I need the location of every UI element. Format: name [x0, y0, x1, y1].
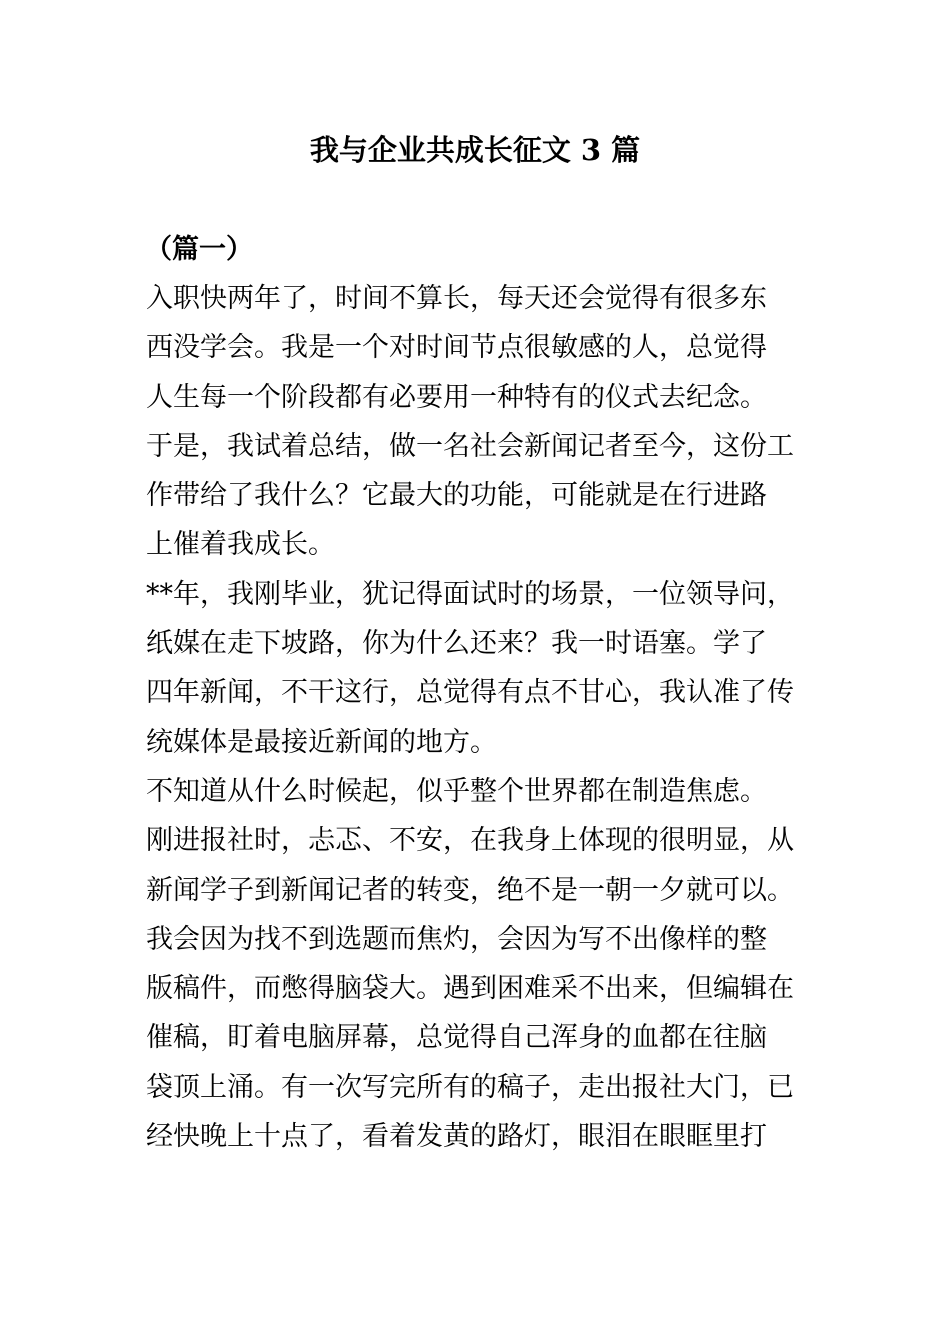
section-heading: （篇一）: [145, 234, 253, 265]
text-line: 上催着我成长。: [146, 529, 335, 561]
text-line: 新闻学子到新闻记者的转变，绝不是一朝一夕就可以。: [146, 874, 794, 906]
text-line: 我会因为找不到选题而焦灼，会因为写不出像样的整: [146, 923, 767, 955]
body-text: [146, 274, 826, 1161]
document-title: 我与企业共成长征文 3 篇: [309, 133, 641, 167]
text-line: **年，我刚毕业，犹记得面试时的场景，一位领导问，: [146, 578, 794, 610]
text-line: 于是，我试着总结，做一名社会新闻记者至今，这份工: [146, 430, 794, 462]
text-line: 四年新闻，不干这行，总觉得有点不甘心，我认准了传: [146, 677, 794, 709]
text-line: 统媒体是最接近新闻的地方。: [146, 726, 497, 758]
text-line: 袋顶上涌。有一次写完所有的稿子，走出报社大门，已: [146, 1071, 794, 1103]
text-line: 人生每一个阶段都有必要用一种特有的仪式去纪念。: [146, 381, 767, 413]
text-line: 刚进报社时，忐忑、不安，在我身上体现的很明显，从: [146, 825, 794, 857]
text-line: 纸媒在走下坡路，你为什么还来？我一时语塞。学了: [146, 628, 767, 660]
text-line: 版稿件，而憋得脑袋大。遇到困难采不出来，但编辑在: [146, 973, 794, 1005]
text-line: 西没学会。我是一个对时间节点很敏感的人，总觉得: [146, 332, 767, 364]
text-line: 催稿，盯着电脑屏幕，总觉得自己浑身的血都在往脑: [146, 1022, 767, 1054]
text-line: 入职快两年了，时间不算长，每天还会觉得有很多东: [146, 283, 767, 314]
text-line: 作带给了我什么？它最大的功能，可能就是在行进路: [146, 480, 767, 512]
text-line: 不知道从什么时候起，似乎整个世界都在制造焦虑。: [146, 775, 767, 807]
text-line: 经快晚上十点了，看着发黄的路灯，眼泪在眼眶里打: [146, 1121, 767, 1153]
